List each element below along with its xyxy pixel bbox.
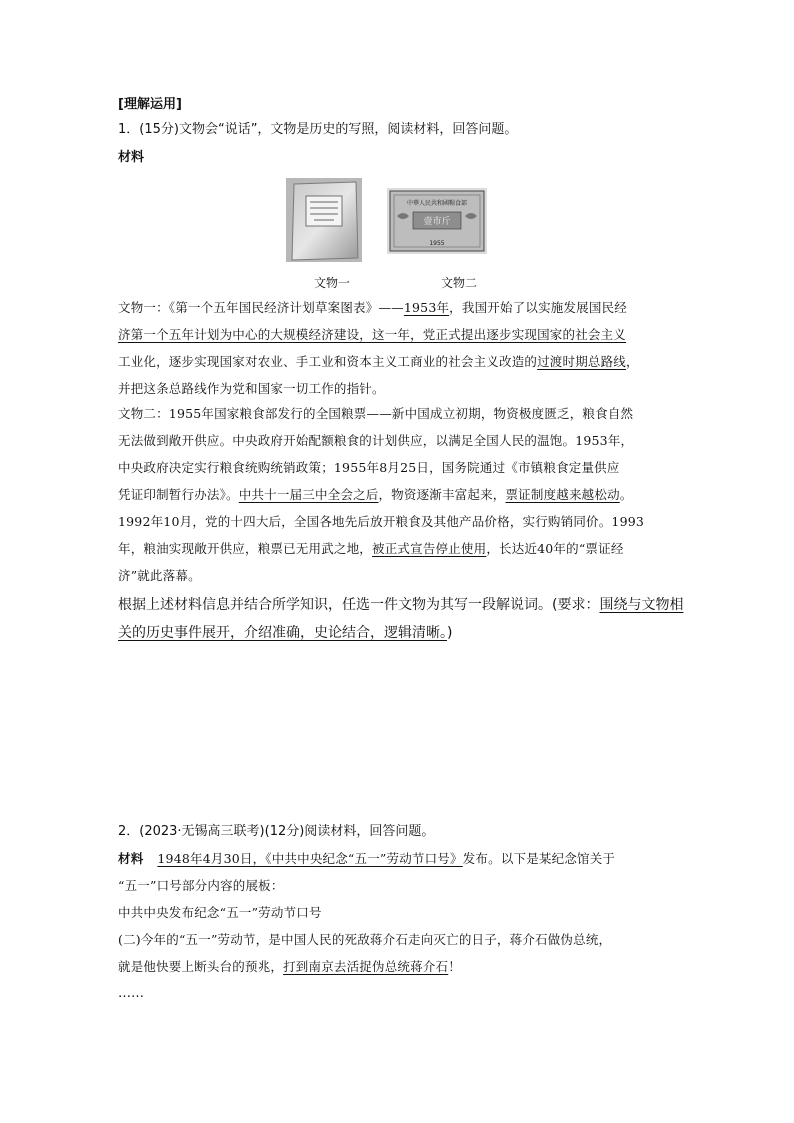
q2-material-line: 材料 1948年4月30日，《中共中央纪念“五一”劳动节口号》发布。以下是某纪念馆关于 [118,851,616,866]
q2-material-line: (二)今年的“五一”劳动节，是中国人民的死敌蒋介石走向灭亡的日子，蒋介石做伪总统， [118,932,612,947]
q2-material-line: “五一”口号部分内容的展板： [118,878,284,893]
artifact-two-desc-line: 中央政府决定实行粮食统购统销政策；1955年8月25日，国务院通过《市镇粮食定量供应 [118,460,620,475]
ellipsis: …… [118,986,144,1001]
q2-material-line: 中共中央发布纪念“五一”劳动节口号 [118,905,322,920]
artifact-two-desc-line: 文物二：1955年国家粮食部发行的全国粮票——新中国成立初期，物资极度匮乏，粮食自然 [118,406,634,421]
artifact-one-desc-line: 工业化，逐步实现国家对农业、手工业和资本主义工商业的社会主义改造的过渡时期总路线， [118,354,639,369]
question-1-stem: 1．(15分)文物会“说话”，文物是历史的写照，阅读材料，回答问题。 [118,122,518,137]
section-label: [理解运用] [118,97,182,112]
artifact-two-desc-line: 年，粮油实现敞开供应，粮票已无用武之地，被正式宣告停止使用，长达近40年的“票证经 [118,541,624,556]
artifact-one-desc-line: 并把这条总路线作为党和国家一切工作的指针。 [118,381,385,396]
task-instruction-line: 根据上述材料信息并结合所学知识，任选一件文物为其写一段解说词。(要求：围绕与文物相 [118,597,684,613]
task-instruction-line: 关的历史事件展开，介绍准确，史论结合，逻辑清晰。) [118,625,453,641]
caption-artifact-two: 文物二 [441,276,478,290]
artifact-one-image [286,178,362,262]
question-2-stem: 2．(2023·无锡高三联考)(12分)阅读材料，回答问题。 [118,824,435,839]
artifact-one-desc-line: 济第一个五年计划为中心的大规模经济建设，这一年，党正式提出逐步实现国家的社会主义 [118,327,627,342]
artifact-two-desc-line: 济”就此落幕。 [118,568,201,583]
artifact-one-desc-line: 文物一：《第一个五年国民经济计划草案图表》——1953年，我国开始了以实施发展国民经 [118,300,627,315]
artifact-two-image [387,188,487,254]
artifact-two-desc-line: 凭证印制暂行办法》。中共十一届三中全会之后，物资逐渐丰富起来，票证制度越来越松动。 [118,487,633,502]
material-label: 材料 [118,150,145,165]
artifact-two-desc-line: 无法做到敞开供应。中央政府开始配额粮食的计划供应，以满足全国人民的温饱。1953年， [118,433,634,448]
ticket-value-text: 壹市斤 [423,217,451,227]
q2-material-line: 就是他快要上断头台的预兆，打到南京去活捉伪总统蒋介石！ [118,959,461,974]
ticket-year-text: 1955 [429,240,445,247]
ticket-header-text: 中華人民共和國糧食部 [406,200,468,207]
artifact-two-desc-line: 1992年10月，党的十四大后，全国各地先后放开粮食及其他产品价格，实行购销同价。1993 [118,514,645,529]
caption-artifact-one: 文物一 [314,276,351,290]
